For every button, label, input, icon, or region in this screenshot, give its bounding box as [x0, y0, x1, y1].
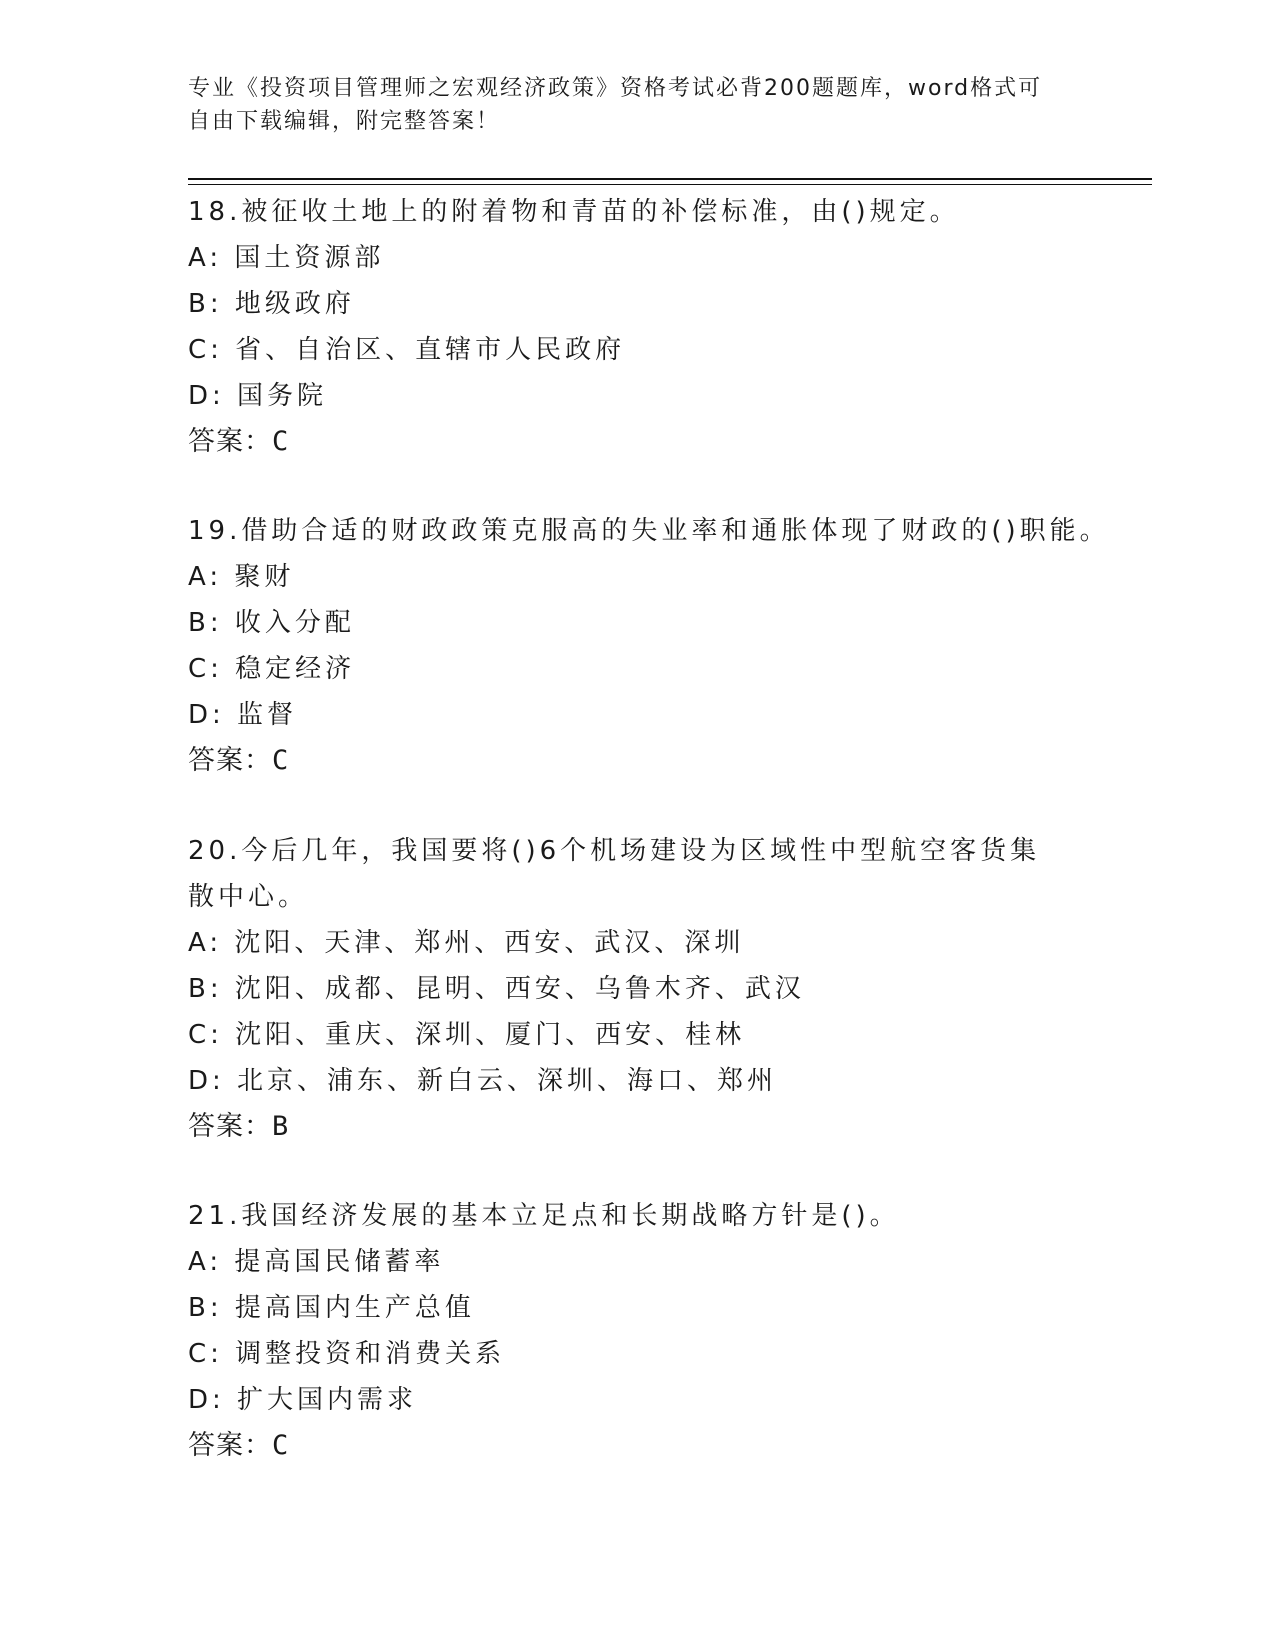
option-a: A: 沈阳、天津、郑州、西安、武汉、深圳: [188, 928, 745, 958]
question-19: [188, 508, 1110, 784]
answer-value: C: [272, 745, 290, 776]
answer-value: C: [272, 1430, 290, 1461]
option-c: C: 省、自治区、直辖市人民政府: [188, 335, 626, 365]
option-b: B: 沈阳、成都、昆明、西安、乌鲁木齐、武汉: [188, 974, 805, 1004]
question-stem: 20.今后几年，我国要将()6个机场建设为区域性中型航空客货集散中心。: [188, 836, 1041, 912]
option-d: D: 扩大国内需求: [188, 1385, 418, 1415]
question-stem: 19.借助合适的财政政策克服高的失业率和通胀体现了财政的()职能。: [188, 516, 1110, 546]
answer-label: 答案：: [188, 1430, 272, 1461]
option-d: D: 监督: [188, 700, 298, 730]
option-a: A: 聚财: [188, 562, 295, 592]
question-stem: 18.被征收土地上的附着物和青苗的补偿标准，由()规定。: [188, 197, 960, 227]
header-line-1: 专业《投资项目管理师之宏观经济政策》资格考试必背200题题库，word格式可: [188, 76, 1043, 101]
option-d: D: 国务院: [188, 381, 328, 411]
option-c: C: 沈阳、重庆、深圳、厦门、西安、桂林: [188, 1020, 746, 1050]
header-divider-thick: [188, 178, 1152, 180]
option-b: B: 提高国内生产总值: [188, 1293, 475, 1323]
option-a: A: 国土资源部: [188, 243, 385, 273]
header-divider-thin: [188, 184, 1152, 185]
answer-label: 答案：: [188, 745, 272, 776]
option-d: D: 北京、浦东、新白云、深圳、海口、郑州: [188, 1066, 778, 1096]
question-stem: 21.我国经济发展的基本立足点和长期战略方针是()。: [188, 1201, 900, 1231]
option-c: C: 调整投资和消费关系: [188, 1339, 506, 1369]
question-18: [188, 189, 1088, 465]
answer-label: 答案：: [188, 1111, 272, 1142]
header-line-2: 自由下载编辑，附完整答案！: [188, 109, 501, 134]
question-20: [188, 828, 1088, 1150]
answer-line: [188, 1104, 1088, 1150]
answer-line: [188, 1423, 1088, 1469]
option-c: C: 稳定经济: [188, 654, 356, 684]
option-a: A: 提高国民储蓄率: [188, 1247, 445, 1277]
option-b: B: 地级政府: [188, 289, 355, 319]
option-b: B: 收入分配: [188, 608, 355, 638]
answer-label: 答案：: [188, 426, 272, 457]
question-21: [188, 1193, 1088, 1469]
answer-value: B: [272, 1111, 290, 1142]
answer-line: [188, 419, 1088, 465]
answer-value: C: [272, 426, 290, 457]
document-header: [188, 72, 1068, 138]
answer-line: [188, 738, 1088, 784]
